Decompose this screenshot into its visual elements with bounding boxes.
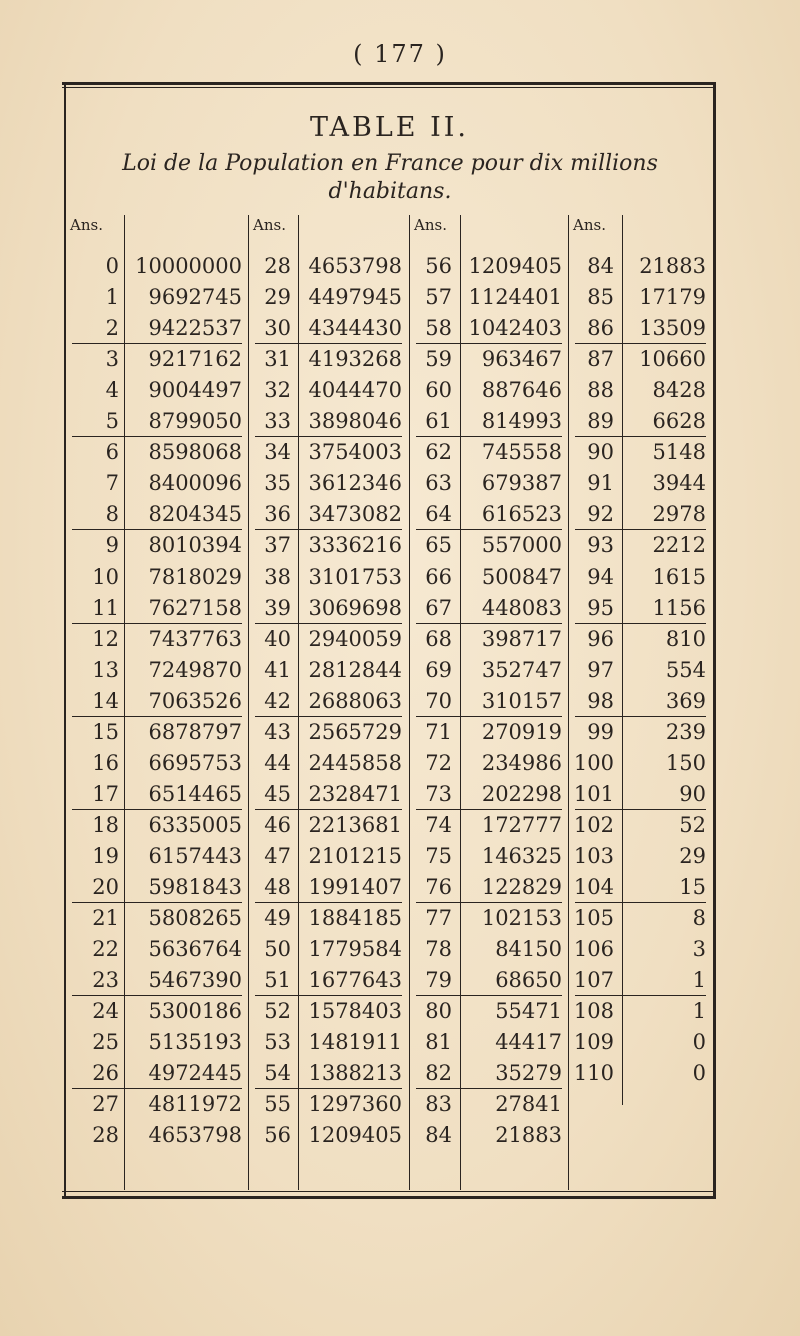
population-cell: 810: [665, 626, 706, 651]
age-cell: 32: [264, 378, 291, 403]
age-cell: 31: [264, 347, 291, 372]
age-cell: 53: [264, 1030, 291, 1055]
population-cell: 1615: [652, 564, 706, 589]
group-separator: [72, 995, 242, 996]
population-cell: 2812844: [308, 657, 402, 682]
age-cell: 19: [92, 843, 119, 868]
population-cell: 270919: [481, 719, 562, 744]
age-cell: 90: [587, 440, 614, 465]
group-separator: [72, 902, 242, 903]
population-cell: 1677643: [308, 968, 402, 993]
population-cell: 55471: [495, 999, 562, 1024]
age-cell: 1: [105, 285, 119, 310]
column-header-ans: Ans.: [414, 216, 447, 234]
age-cell: 109: [573, 1030, 614, 1055]
population-cell: 2978: [652, 502, 706, 527]
age-cell: 20: [92, 875, 119, 899]
population-cell: 4653798: [148, 1123, 242, 1148]
population-cell: 3: [692, 937, 706, 962]
age-cell: 42: [264, 688, 291, 713]
population-cell: 500847: [481, 564, 562, 589]
age-cell: 26: [92, 1061, 119, 1086]
population-cell: 202298: [481, 781, 562, 806]
group-separator: [575, 716, 706, 717]
age-cell: 79: [425, 968, 452, 993]
population-cell: 4811972: [148, 1092, 242, 1117]
age-cell: 71: [425, 719, 452, 744]
population-cell: 5981843: [148, 875, 242, 899]
column-header-ans: Ans.: [573, 216, 606, 234]
population-cell: 2445858: [308, 750, 402, 775]
population-cell: 4044470: [308, 378, 402, 403]
population-cell: 122829: [481, 875, 562, 899]
population-cell: 1297360: [308, 1092, 402, 1117]
age-cell: 28: [264, 254, 291, 278]
age-cell: 41: [264, 657, 291, 682]
age-cell: 0: [105, 254, 119, 278]
bottom-rule-thin: [62, 1191, 716, 1192]
population-cell: 4344430: [308, 316, 402, 341]
population-cell: 234986: [481, 750, 562, 775]
age-cell: 49: [264, 906, 291, 931]
age-cell: 62: [425, 440, 452, 465]
population-cell: 2328471: [308, 781, 402, 806]
population-cell: 1481911: [308, 1030, 402, 1055]
age-cell: 91: [587, 471, 614, 496]
age-cell: 45: [264, 781, 291, 806]
age-cell: 17: [92, 781, 119, 806]
group-separator: [416, 809, 562, 810]
age-cell: 18: [92, 812, 119, 837]
age-cell: 24: [92, 999, 119, 1024]
age-cell: 97: [587, 657, 614, 682]
age-cell: 54: [264, 1061, 291, 1086]
population-cell: 0: [692, 1061, 706, 1086]
population-cell: 310157: [481, 688, 562, 713]
age-cell: 50: [264, 937, 291, 962]
population-cell: 1209405: [468, 254, 562, 278]
population-cell: 1991407: [308, 875, 402, 899]
group-separator: [575, 436, 706, 437]
population-cell: 6157443: [148, 843, 242, 868]
population-cell: 3898046: [308, 409, 402, 434]
population-cell: 15: [679, 875, 706, 899]
group-separator: [575, 529, 706, 530]
group-separator: [72, 623, 242, 624]
column-header-ans: Ans.: [70, 216, 103, 234]
group-separator: [255, 436, 402, 437]
age-cell: 44: [264, 750, 291, 775]
age-cell: 8: [105, 502, 119, 527]
table-border-right: [713, 82, 716, 1197]
population-cell: 7437763: [148, 626, 242, 651]
population-cell: 963467: [481, 347, 562, 372]
age-cell: 70: [425, 688, 452, 713]
age-cell: 21: [92, 906, 119, 931]
population-cell: 5808265: [148, 906, 242, 931]
population-cell: 8204345: [148, 502, 242, 527]
age-cell: 56: [264, 1123, 291, 1148]
age-cell: 108: [573, 999, 614, 1024]
population-cell: 17179: [639, 285, 706, 310]
age-cell: 46: [264, 812, 291, 837]
age-cell: 25: [92, 1030, 119, 1055]
group-separator: [255, 1088, 402, 1089]
age-cell: 47: [264, 843, 291, 868]
population-cell: 1388213: [308, 1061, 402, 1086]
population-cell: 2940059: [308, 626, 402, 651]
population-cell: 2213681: [308, 812, 402, 837]
population-cell: 2688063: [308, 688, 402, 713]
population-cell: 7063526: [148, 688, 242, 713]
age-cell: 6: [105, 440, 119, 465]
population-cell: 8: [692, 906, 706, 931]
age-cell: 34: [264, 440, 291, 465]
population-cell: 4653798: [308, 254, 402, 278]
group-separator: [72, 436, 242, 437]
group-separator: [416, 716, 562, 717]
age-cell: 38: [264, 564, 291, 589]
population-cell: 44417: [495, 1030, 562, 1055]
age-cell: 29: [264, 285, 291, 310]
population-cell: 35279: [495, 1061, 562, 1086]
age-cell: 95: [587, 595, 614, 620]
population-cell: 4193268: [308, 347, 402, 372]
age-cell: 72: [425, 750, 452, 775]
population-cell: 150: [665, 750, 706, 775]
subtitle-line-2: d'habitans.: [328, 179, 452, 204]
population-cell: 9422537: [148, 316, 242, 341]
age-cell: 40: [264, 626, 291, 651]
age-cell: 107: [573, 968, 614, 993]
age-cell: 105: [573, 906, 614, 931]
population-cell: 146325: [481, 843, 562, 868]
population-cell: 172777: [481, 812, 562, 837]
group-separator: [575, 809, 706, 810]
population-cell: 5148: [652, 440, 706, 465]
age-cell: 75: [425, 843, 452, 868]
age-cell: 74: [425, 812, 452, 837]
column-header-ans: Ans.: [253, 216, 286, 234]
population-cell: 21883: [639, 254, 706, 278]
group-separator: [416, 529, 562, 530]
age-cell: 60: [425, 378, 452, 403]
age-cell: 64: [425, 502, 452, 527]
age-cell: 15: [92, 719, 119, 744]
population-cell: 1042403: [468, 316, 562, 341]
population-cell: 7627158: [148, 595, 242, 620]
population-cell: 1779584: [308, 937, 402, 962]
age-cell: 35: [264, 471, 291, 496]
age-cell: 52: [264, 999, 291, 1024]
group-separator: [255, 623, 402, 624]
age-cell: 59: [425, 347, 452, 372]
age-cell: 11: [92, 595, 119, 620]
age-cell: 2: [105, 316, 119, 341]
age-cell: 4: [105, 378, 119, 403]
population-cell: 102153: [481, 906, 562, 931]
population-cell: 4497945: [308, 285, 402, 310]
age-cell: 94: [587, 564, 614, 589]
age-cell: 88: [587, 378, 614, 403]
age-cell: 92: [587, 502, 614, 527]
age-cell: 9: [105, 533, 119, 558]
age-cell: 69: [425, 657, 452, 682]
population-cell: 554: [665, 657, 706, 682]
population-cell: 3101753: [308, 564, 402, 589]
population-cell: 3473082: [308, 502, 402, 527]
population-cell: 52: [679, 812, 706, 837]
age-cell: 36: [264, 502, 291, 527]
population-cell: 13509: [639, 316, 706, 341]
population-cell: 616523: [481, 502, 562, 527]
group-separator: [416, 623, 562, 624]
age-cell: 51: [264, 968, 291, 993]
age-cell: 55: [264, 1092, 291, 1117]
population-cell: 3612346: [308, 471, 402, 496]
population-cell: 9217162: [148, 347, 242, 372]
population-cell: 90: [679, 781, 706, 806]
population-cell: 679387: [481, 471, 562, 496]
age-cell: 10: [92, 564, 119, 589]
population-cell: 398717: [481, 626, 562, 651]
table-subtitle: [80, 150, 700, 206]
age-cell: 101: [573, 781, 614, 806]
age-cell: 103: [573, 843, 614, 868]
population-cell: 1884185: [308, 906, 402, 931]
population-cell: 352747: [481, 657, 562, 682]
age-cell: 77: [425, 906, 452, 931]
group-separator: [72, 1088, 242, 1089]
age-cell: 61: [425, 409, 452, 434]
age-cell: 106: [573, 937, 614, 962]
group-separator: [72, 529, 242, 530]
population-cell: 6695753: [148, 750, 242, 775]
population-cell: 745558: [481, 440, 562, 465]
age-cell: 63: [425, 471, 452, 496]
population-cell: 6335005: [148, 812, 242, 837]
population-cell: 4972445: [148, 1061, 242, 1086]
age-cell: 5: [105, 409, 119, 434]
age-cell: 33: [264, 409, 291, 434]
group-separator: [255, 716, 402, 717]
table-title: TABLE II.: [309, 112, 469, 143]
population-cell: 27841: [495, 1092, 562, 1117]
population-cell: 8428: [652, 378, 706, 403]
age-cell: 37: [264, 533, 291, 558]
population-cell: 9692745: [148, 285, 242, 310]
age-cell: 7: [105, 471, 119, 496]
population-cell: 7249870: [148, 657, 242, 682]
age-cell: 28: [92, 1123, 119, 1148]
population-cell: 5636764: [148, 937, 242, 962]
age-cell: 99: [587, 719, 614, 744]
age-cell: 65: [425, 533, 452, 558]
population-cell: 7818029: [148, 564, 242, 589]
group-separator: [72, 343, 242, 344]
age-cell: 56: [425, 254, 452, 278]
population-cell: 6878797: [148, 719, 242, 744]
age-cell: 110: [573, 1061, 614, 1086]
age-cell: 48: [264, 875, 291, 899]
population-cell: 2101215: [308, 843, 402, 868]
age-cell: 68: [425, 626, 452, 651]
population-cell: 814993: [481, 409, 562, 434]
population-cell: 5135193: [148, 1030, 242, 1055]
group-separator: [575, 902, 706, 903]
age-cell: 14: [92, 688, 119, 713]
age-cell: 22: [92, 937, 119, 962]
group-separator: [416, 995, 562, 996]
population-cell: 3754003: [308, 440, 402, 465]
population-cell: 3336216: [308, 533, 402, 558]
group-separator: [416, 343, 562, 344]
population-cell: 8799050: [148, 409, 242, 434]
population-cell: 1: [692, 999, 706, 1024]
age-cell: 30: [264, 316, 291, 341]
age-cell: 83: [425, 1092, 452, 1117]
age-cell: 98: [587, 688, 614, 713]
population-cell: 1: [692, 968, 706, 993]
group-separator: [255, 343, 402, 344]
population-cell: 887646: [481, 378, 562, 403]
group-separator: [416, 1088, 562, 1089]
population-cell: 10660: [639, 347, 706, 372]
age-cell: 89: [587, 409, 614, 434]
population-cell: 369: [665, 688, 706, 713]
population-cell: 1156: [652, 595, 706, 620]
group-separator: [416, 436, 562, 437]
group-separator: [255, 995, 402, 996]
age-cell: 86: [587, 316, 614, 341]
group-separator: [255, 902, 402, 903]
subtitle-line-1: Loi de la Population en France pour dix millions: [122, 151, 658, 176]
age-cell: 100: [573, 750, 614, 775]
age-cell: 16: [92, 750, 119, 775]
age-cell: 58: [425, 316, 452, 341]
population-cell: 239: [665, 719, 706, 744]
population-cell: 5467390: [148, 968, 242, 993]
population-cell: 8010394: [148, 533, 242, 558]
age-cell: 93: [587, 533, 614, 558]
population-cell: 3944: [652, 471, 706, 496]
age-cell: 96: [587, 626, 614, 651]
group-separator: [72, 809, 242, 810]
age-cell: 13: [92, 657, 119, 682]
population-cell: 448083: [481, 595, 562, 620]
age-cell: 43: [264, 719, 291, 744]
population-cell: 21883: [495, 1123, 562, 1148]
population-cell: 9004497: [148, 378, 242, 403]
population-cell: 8400096: [148, 471, 242, 496]
group-separator: [416, 902, 562, 903]
age-cell: 87: [587, 347, 614, 372]
bottom-rule: [62, 1196, 716, 1199]
group-separator: [72, 716, 242, 717]
age-cell: 73: [425, 781, 452, 806]
population-cell: 5300186: [148, 999, 242, 1024]
age-cell: 23: [92, 968, 119, 993]
group-separator: [575, 995, 706, 996]
population-cell: 3069698: [308, 595, 402, 620]
group-separator: [575, 343, 706, 344]
population-cell: 29: [679, 843, 706, 868]
age-cell: 84: [425, 1123, 452, 1148]
page-number: ( 177 ): [353, 40, 447, 68]
age-cell: 102: [573, 812, 614, 837]
age-cell: 27: [92, 1092, 119, 1117]
age-cell: 12: [92, 626, 119, 651]
population-cell: 1124401: [468, 285, 562, 310]
age-cell: 39: [264, 595, 291, 620]
age-cell: 85: [587, 285, 614, 310]
top-rule: [62, 82, 716, 85]
age-cell: 3: [105, 347, 119, 372]
age-cell: 78: [425, 937, 452, 962]
age-cell: 57: [425, 285, 452, 310]
age-cell: 66: [425, 564, 452, 589]
group-separator: [575, 623, 706, 624]
group-separator: [255, 529, 402, 530]
age-cell: 80: [425, 999, 452, 1024]
population-cell: 6628: [652, 409, 706, 434]
age-cell: 76: [425, 875, 452, 899]
population-cell: 2565729: [308, 719, 402, 744]
age-cell: 82: [425, 1061, 452, 1086]
population-cell: 1209405: [308, 1123, 402, 1148]
population-cell: 6514465: [148, 781, 242, 806]
population-cell: 557000: [481, 533, 562, 558]
top-rule-thin: [62, 87, 716, 88]
population-cell: 1578403: [308, 999, 402, 1024]
group-separator: [255, 809, 402, 810]
population-cell: 68650: [495, 968, 562, 993]
age-cell: 81: [425, 1030, 452, 1055]
population-cell: 10000000: [135, 254, 242, 278]
population-cell: 84150: [495, 937, 562, 962]
population-cell: 8598068: [148, 440, 242, 465]
age-cell: 67: [425, 595, 452, 620]
population-cell: 0: [692, 1030, 706, 1055]
age-cell: 104: [573, 875, 614, 899]
age-cell: 84: [587, 254, 614, 278]
population-cell: 2212: [652, 533, 706, 558]
